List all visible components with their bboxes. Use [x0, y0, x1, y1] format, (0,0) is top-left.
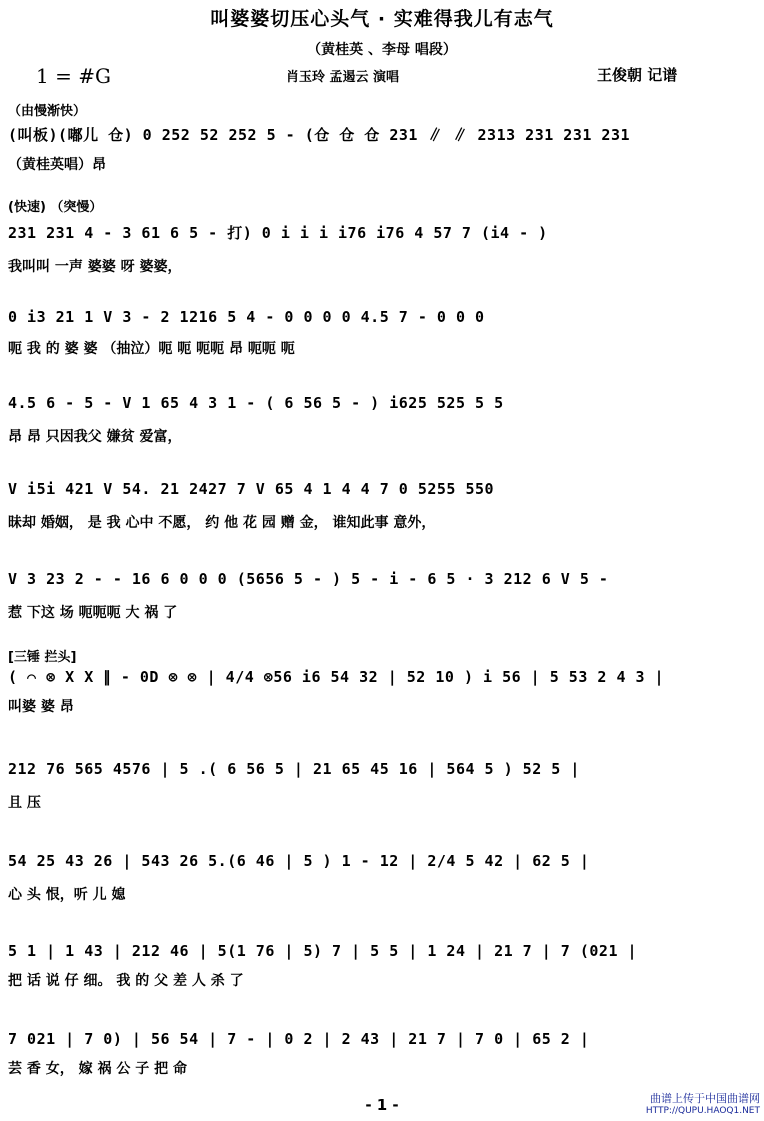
score-line-notes: V 3 23 2 - - 16 6 0 0 0 (5656 5 - ) 5 - i - 6 5 · 3 212 6 V 5 - [8, 570, 609, 588]
score-line-notes: 7 021 | 7 0) | 56 54 | 7 - | 0 2 | 2 43 | 21 7 | 7 0 | 65 2 | [8, 1030, 590, 1048]
score-line-notes: 5 1 | 1 43 | 212 46 | 5(1 76 | 5) 7 | 5 5 | 1 24 | 21 7 | 7 (021 | [8, 942, 638, 960]
score-line-notes: V i5i 421 V 54. 21 2427 7 V 65 4 1 4 4 7 0 5255 550 [8, 480, 495, 498]
score-line-notes: ( ⌒ ⊗ X X ∥ - 0D ⊗ ⊗ | 4/4 ⊗56 i6 54 32 | 52 10 ) i 56 | 5 53 2 4 3 | [8, 668, 665, 686]
score-line-marks: （由慢渐快） [8, 104, 87, 119]
score-line-notes: 0 i3 21 1 V 3 - 2 1216 5 4 - 0 0 0 0 4.5 7 - 0 0 0 [8, 308, 485, 326]
score-line-marks: [三锤 拦头] [8, 650, 77, 665]
score-line-lyrics: 把 话 说 仔 细。 我 的 父 差 人 杀 了 [8, 973, 244, 989]
song-subtitle: （黄桂英 、李母 唱段） [307, 42, 457, 58]
score-line-notes: (叫板)(嘟儿 仓) 0 252 52 252 5 - (仓 仓 仓 231 ∥ ∥ 2313 231 231 231 [8, 126, 631, 144]
score-line-lyrics: 昂 昂 只因我父 嫌贫 爱富， [8, 429, 182, 445]
score-line-notes: 54 25 43 26 | 543 26 5.(6 46 | 5 ) 1 - 12 | 2/4 5 42 | 62 5 | [8, 852, 590, 870]
site-watermark [646, 1092, 760, 1118]
watermark-line-2: HTTP://QUPU.HAOQ1.NET [645, 1106, 760, 1116]
performers-credit: 肖玉玲 孟遏云 演唱 [286, 70, 400, 85]
watermark-line-1: 曲谱上传于中国曲谱网 [650, 1092, 760, 1105]
score-line-lyrics: 芸 香 女， 嫁 祸 公 子 把 命 [8, 1061, 187, 1077]
score-line-lyrics: 叫婆 婆 昂 [8, 699, 74, 715]
score-line-lyrics: 昧却 婚姻， 是 我 心中 不愿， 约 他 花 园 赠 金， 谁知此事 意外， [8, 515, 436, 531]
score-line-notes: 4.5 6 - 5 - V 1 65 4 3 1 - ( 6 56 5 - ) i625 525 5 5 [8, 394, 504, 412]
page-number: - 1 - [365, 1096, 399, 1114]
score-line-lyrics: （黄桂英唱）昂 [8, 157, 106, 173]
score-line-marks: (快速) （突慢） [8, 200, 103, 215]
score-line-lyrics: 惹 下这 场 呃呃呃 大 祸 了 [8, 605, 178, 621]
score-line-lyrics: 我叫叫 一声 婆婆 呀 婆婆， [8, 259, 182, 275]
notator-credit: 王俊朝 记谱 [597, 66, 678, 84]
score-line-lyrics: 呃 我 的 婆 婆 （抽泣）呃 呃 呃呃 昂 呃呃 呃 [8, 341, 295, 357]
score-line-lyrics: 且 压 [8, 795, 41, 811]
song-title: 叫婆婆切压心头气 · 实难得我儿有志气 [210, 8, 554, 30]
key-signature: 1 = #G [36, 64, 111, 88]
score-line-notes: 212 76 565 4576 | 5 .( 6 56 5 | 21 65 45 16 | 564 5 ) 52 5 | [8, 760, 580, 778]
score-line-notes: 231 231 4 - 3 61 6 5 - 打) 0 i i i i76 i76 4 57 7 (i4 - ) [8, 224, 548, 242]
score-line-lyrics: 心 头 恨，听 儿 媳 [8, 887, 126, 903]
